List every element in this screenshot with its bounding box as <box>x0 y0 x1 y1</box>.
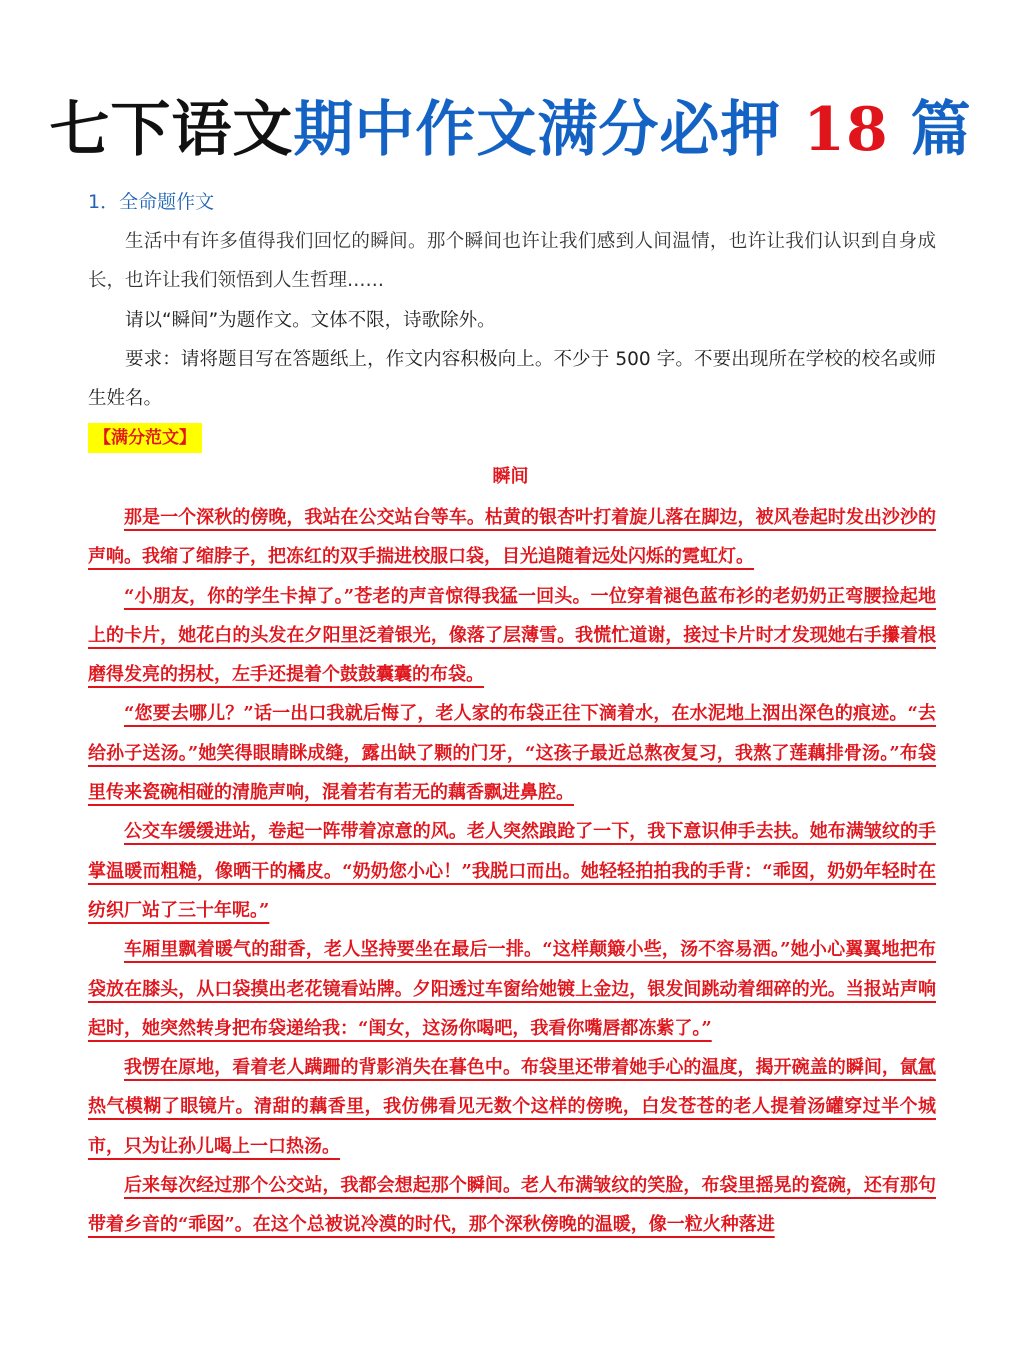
essay-paragraph: 车厢里飘着暖气的甜香，老人坚持要坐在最后一排。“这样颠簸小些，汤不容易洒。”她小心翼翼地把布袋放在膝头，从口袋摸出老花镜看站牌。夕阳透过车窗给她镀上金边，银发间跳动着细碎的光。当报站声响起时，她突然转身把布袋递给我：“闺女，这汤你喝吧，我看你嘴唇都冻紫了。” <box>88 939 936 1039</box>
essay-paragraph: 公交车缓缓进站，卷起一阵带着凉意的风。老人突然踉跄了一下，我下意识伸手去扶。她布满皱纹的手掌温暖而粗糙，像晒干的橘皮。“奶奶您小心！”我脱口而出。她轻轻拍拍我的手背：“乖囡，奶奶年轻时在纺织厂站了三十年呢。” <box>88 821 936 921</box>
title-part-blue: 期中作文满分必押 <box>293 95 782 165</box>
title-part-red-number: 18 <box>803 95 889 165</box>
prompt-paragraph: 生活中有许多值得我们回忆的瞬间。那个瞬间也许让我们感到人间温情，也许让我们认识到自身成长，也许让我们领悟到人生哲理…… <box>88 231 936 291</box>
essay-paragraph: 我愣在原地，看着老人蹒跚的背影消失在暮色中。布袋里还带着她手心的温度，揭开碗盖的瞬间，氤氲热气模糊了眼镜片。清甜的藕香里，我仿佛看见无数个这样的傍晚，白发苍苍的老人提着汤罐穿过半个城市，只为让孙儿喝上一口热汤。 <box>88 1057 936 1157</box>
task-paragraph: 请以“瞬间”为题作文。文体不限，诗歌除外。 <box>125 310 496 331</box>
essay-body <box>88 498 936 1245</box>
essay-title: 瞬间 <box>492 466 529 487</box>
essay-paragraph: 那是一个深秋的傍晚，我站在公交站台等车。枯黄的银杏叶打着旋儿落在脚边，被风卷起时发出沙沙的声响。我缩了缩脖子，把冻红的双手揣进校服口袋，目光追随着远处闪烁的霓虹灯。 <box>88 507 936 568</box>
title-part-black: 七下语文 <box>49 95 294 165</box>
essay-paragraph: “小朋友，你的学生卡掉了。”苍老的声音惊得我猛一回头。一位穿着褪色蓝布衫的老奶奶正弯腰捡起地上的卡片，她花白的头发在夕阳里泛着银光，像落了层薄雪。我慌忙道谢，接过卡片时才发现她右手攥着根磨得发亮的拐杖，左手还提着个鼓鼓囊囊的布袋。 <box>88 585 936 686</box>
title-part-blue-end: 篇 <box>910 95 972 165</box>
requirement-paragraph: 要求：请将题目写在答题纸上，作文内容积极向上。不少于 500 字。不要出现所在学校的校名或师生姓名。 <box>88 349 936 409</box>
essay-paragraph: “您要去哪儿？”话一出口我就后悔了，老人家的布袋正往下滴着水，在水泥地上洇出深色的痕迹。“去给孙子送汤。”她笑得眼睛眯成缝，露出缺了颗的门牙，“这孩子最近总熬夜复习，我熬了莲藕排骨汤。”布袋里传来瓷碗相碰的清脆声响，混着若有若无的藕香飘进鼻腔。 <box>88 703 936 804</box>
document-title <box>0 88 1021 172</box>
sample-essay-badge: 【满分范文】 <box>88 423 202 453</box>
section-heading: 1．全命题作文 <box>88 191 215 213</box>
essay-paragraph: 后来每次经过那个公交站，我都会想起那个瞬间。老人布满皱纹的笑脸，布袋里摇晃的瓷碗，还有那句带着乡音的“乖囡”。在这个总被说冷漠的时代，那个深秋傍晚的温暖，像一粒火种落进 <box>88 1175 936 1236</box>
